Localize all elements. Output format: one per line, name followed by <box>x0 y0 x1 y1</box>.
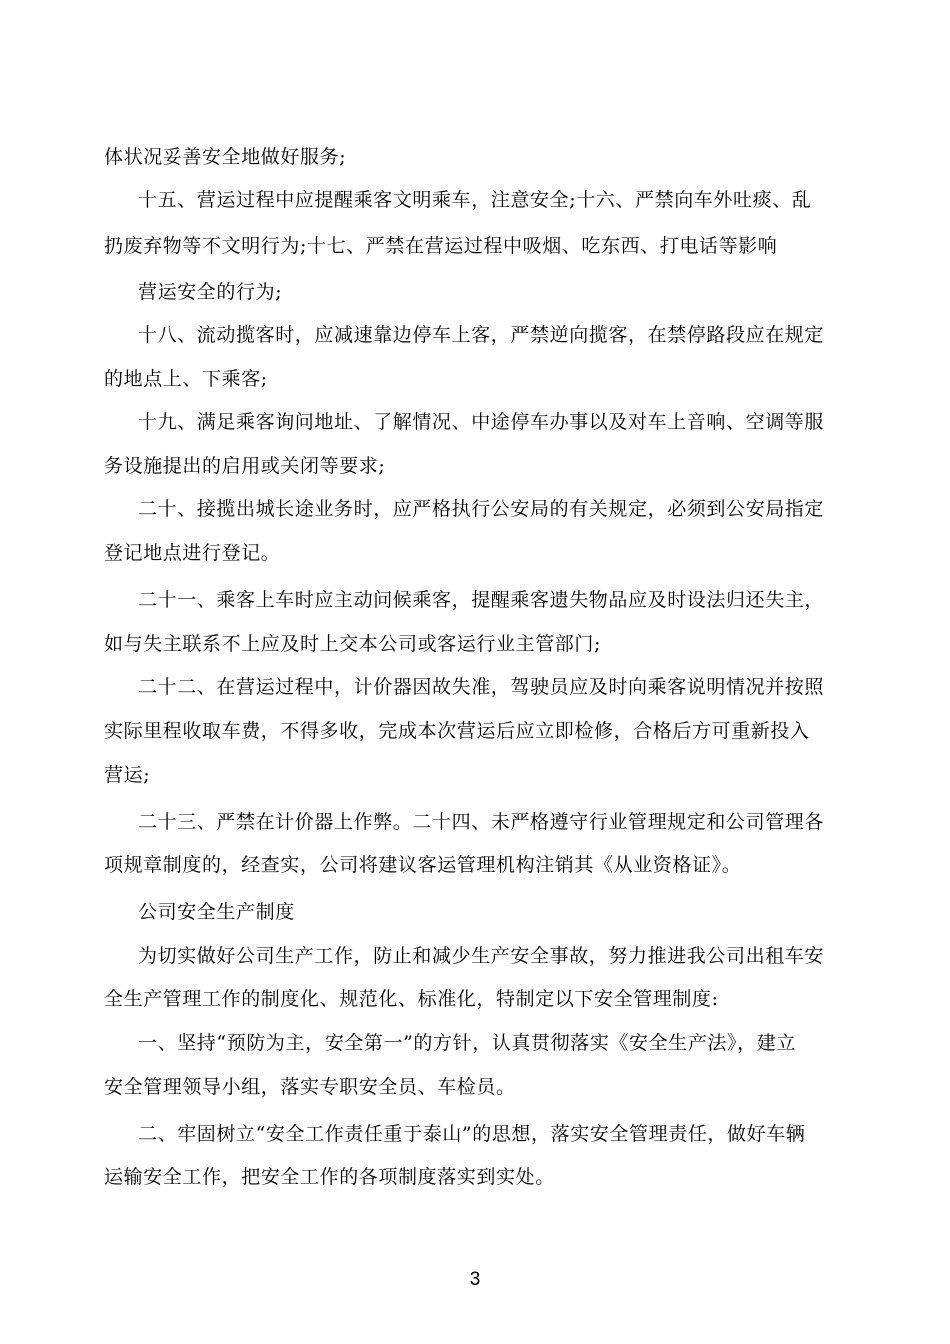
text-line: 一、坚持“预防为主，安全第一”的方针，认真贯彻落实《安全生产法》，建立 <box>138 1032 796 1054</box>
section-heading: 公司安全生产制度 <box>138 901 295 923</box>
text-line: 十九、满足乘客询问地址、了解情况、中途停车办事以及对车上音响、空调等服 <box>138 411 825 433</box>
text-line: 二十一、乘客上车时应主动问候乘客，提醒乘客遗失物品应及时设法归还失主， <box>138 589 825 611</box>
text-line: 扔废弃物等不文明行为;十七、严禁在营运过程中吸烟、吃东西、打电话等影响 <box>104 235 778 257</box>
text-line: 安全管理领导小组，落实专职安全员、车检员。 <box>104 1076 516 1098</box>
text-line: 十八、流动揽客时，应减速靠边停车上客，严禁逆向揽客，在禁停路段应在规定 <box>138 324 825 346</box>
text-line: 如与失主联系不上应及时上交本公司或客运行业主管部门; <box>104 633 602 655</box>
text-line: 为切实做好公司生产工作，防止和减少生产安全事故，努力推进我公司出租车安 <box>138 945 825 967</box>
text-line: 二十二、在营运过程中，计价器因故失准，驾驶员应及时向乘客说明情况并按照 <box>138 676 825 698</box>
text-line: 的地点上、下乘客; <box>104 368 268 390</box>
text-line: 体状况妥善安全地做好服务; <box>104 146 347 168</box>
page-number: 3 <box>469 1269 481 1290</box>
text-line: 全生产管理工作的制度化、规范化、标准化，特制定以下安全管理制度: <box>104 988 719 1010</box>
text-line: 十五、营运过程中应提醒乘客文明乘车，注意安全;十六、严禁向车外吐痰、乱 <box>138 189 812 211</box>
text-line: 二十三、严禁在计价器上作弊。二十四、未严格遵守行业管理规定和公司管理各 <box>138 811 825 833</box>
text-line: 二、牢固树立“安全工作责任重于泰山”的思想，落实安全管理责任，做好车辆 <box>138 1123 806 1145</box>
text-line: 务设施提出的启用或关闭等要求; <box>104 455 386 477</box>
text-line: 实际里程收取车费，不得多收，完成本次营运后应立即检修，合格后方可重新投入 <box>104 720 810 742</box>
text-line: 营运; <box>104 764 151 786</box>
text-line: 二十、接揽出城长途业务时，应严格执行公安局的有关规定，必须到公安局指定 <box>138 498 825 520</box>
text-line: 运输安全工作，把安全工作的各项制度落实到实处。 <box>104 1166 555 1188</box>
text-line: 营运安全的行为; <box>138 281 283 303</box>
text-line: 登记地点进行登记。 <box>104 542 281 564</box>
text-line: 项规章制度的，经查实，公司将建议客运管理机构注销其《从业资格证》。 <box>104 854 742 876</box>
